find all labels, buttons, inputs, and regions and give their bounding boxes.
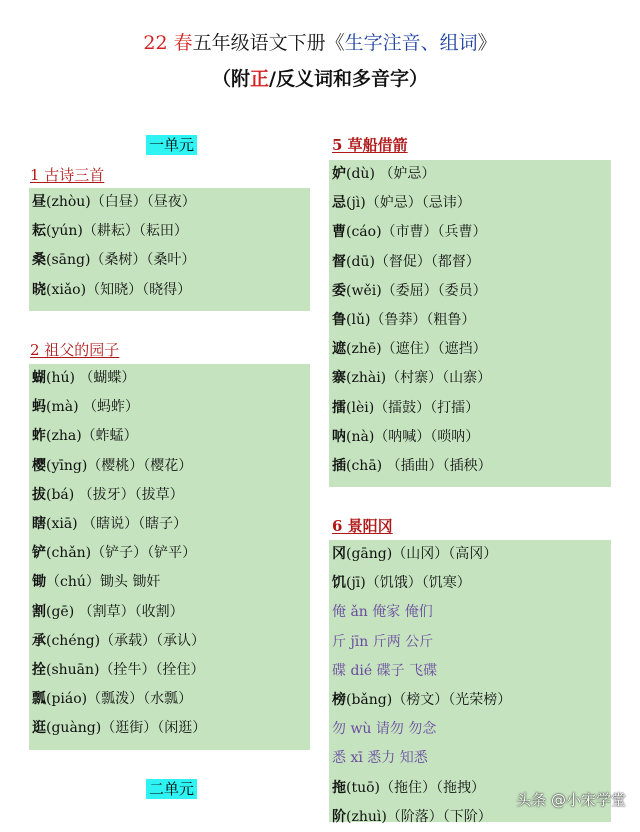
vocab-row: 曹(cáo)（市曹）（兵曹） xyxy=(332,224,487,241)
vocab-row: 瓢(piáo)（瓢泼）（水瓢） xyxy=(32,691,193,708)
page-subtitle xyxy=(0,66,640,92)
vocab-row: 碟 dié 碟子 飞碟 xyxy=(332,662,438,679)
vocab-row: 逛(guàng)（逛街）（闲逛） xyxy=(32,720,207,737)
lesson-6-vocab-box xyxy=(329,540,611,825)
lesson-5-vocab-box xyxy=(329,160,611,487)
lesson-6-title: 6 景阳冈 xyxy=(332,517,393,535)
title-close: 》 xyxy=(477,32,497,54)
title-grade: 五年级语文下册《 xyxy=(192,32,345,54)
vocab-row: 割(gē) （割草）（收割） xyxy=(32,603,184,620)
vocab-row: 蚱(zha)（蚱蜢） xyxy=(32,428,138,445)
vocab-row: 督(dū)（督促）（都督） xyxy=(332,253,480,270)
vocab-row: 拴(shuān)（拴牛）（拴住） xyxy=(32,661,205,678)
vocab-row: 鲁(lǔ)（鲁莽）（粗鲁） xyxy=(332,311,476,328)
vocab-row: 寨(zhài)（村寨）（山寨） xyxy=(332,370,492,387)
lesson-2-title: 2 祖父的园子 xyxy=(30,341,120,359)
unit-1-label: 一单元 xyxy=(146,135,197,155)
lesson-5-title: 5 草船借箭 xyxy=(332,136,408,154)
subtitle-highlight: 正 xyxy=(250,68,270,90)
vocab-row: 桑(sāng)（桑树）（桑叶） xyxy=(32,252,196,269)
vocab-row: 承(chéng)（承载）（承认） xyxy=(32,632,206,649)
page-title xyxy=(0,30,640,56)
watermark: 头条 @小宋学堂 xyxy=(516,791,626,809)
lesson-2-vocab-box xyxy=(29,364,310,750)
vocab-row: 插(chā) （插曲）（插秧） xyxy=(332,457,492,474)
unit-2-label: 二单元 xyxy=(146,779,197,799)
vocab-row: 俺 ǎn 俺家 俺们 xyxy=(332,604,433,621)
vocab-row: 拔(bá) （拔牙）（拔草） xyxy=(32,486,184,503)
vocab-row: 耘(yún)（耕耘）（耘田） xyxy=(32,223,188,240)
vocab-row: 锄（chú）锄头 锄奸 xyxy=(32,574,161,591)
vocab-row: 蝴(hú) （蝴蝶） xyxy=(32,370,136,386)
vocab-row: 樱(yīng)（樱桃）（樱花） xyxy=(32,457,193,474)
vocab-row: 饥(jī)（饥饿）（饥寒） xyxy=(332,575,471,592)
vocab-row: 呐(nà)（呐喊）（唢呐） xyxy=(332,428,480,445)
title-year: 22 春 xyxy=(143,32,193,54)
vocab-row: 斤 jīn 斤两 公斤 xyxy=(332,633,434,650)
vocab-row: 瞎(xiā) （瞎说）（瞎子） xyxy=(32,515,188,532)
vocab-row: 铲(chǎn)（铲子）（铲平） xyxy=(32,545,197,562)
vocab-row: 拖(tuō)（拖住）（拖拽） xyxy=(332,779,485,796)
vocab-row: 冈(gāng)（山冈）（高冈） xyxy=(332,546,498,562)
subtitle-rest: /反义词和多音字） xyxy=(269,68,428,90)
vocab-row: 昼(zhòu)（白昼）（昼夜） xyxy=(32,194,196,210)
vocab-row: 榜(bǎng)（榜文）（光荣榜） xyxy=(332,691,512,708)
vocab-row: 晓(xiǎo)（知晓）（晓得） xyxy=(32,281,192,298)
vocab-row: 悉 xī 悉力 知悉 xyxy=(332,750,428,767)
vocab-row: 阶(zhuì)（阶落）（下阶） xyxy=(332,808,492,825)
vocab-row: 妒(dù) （妒忌） xyxy=(332,166,436,182)
vocab-row: 蚂(mà) （蚂蚱） xyxy=(32,399,139,416)
title-topic: 生字注音、组词 xyxy=(344,32,478,54)
vocab-row: 勿 wù 请勿 勿念 xyxy=(332,721,437,738)
lesson-1-vocab-box xyxy=(29,188,310,311)
vocab-row: 擂(lèi)（擂鼓）（打擂） xyxy=(332,399,480,416)
vocab-row: 忌(jì)（妒忌）（忌讳） xyxy=(332,195,471,212)
lesson-1-title: 1 古诗三首 xyxy=(30,166,105,184)
vocab-row: 遮(zhē)（遮住）（遮挡） xyxy=(332,341,487,358)
subtitle-open: （附 xyxy=(212,68,251,90)
vocab-row: 委(wěi)（委屈）（委员） xyxy=(332,282,487,299)
